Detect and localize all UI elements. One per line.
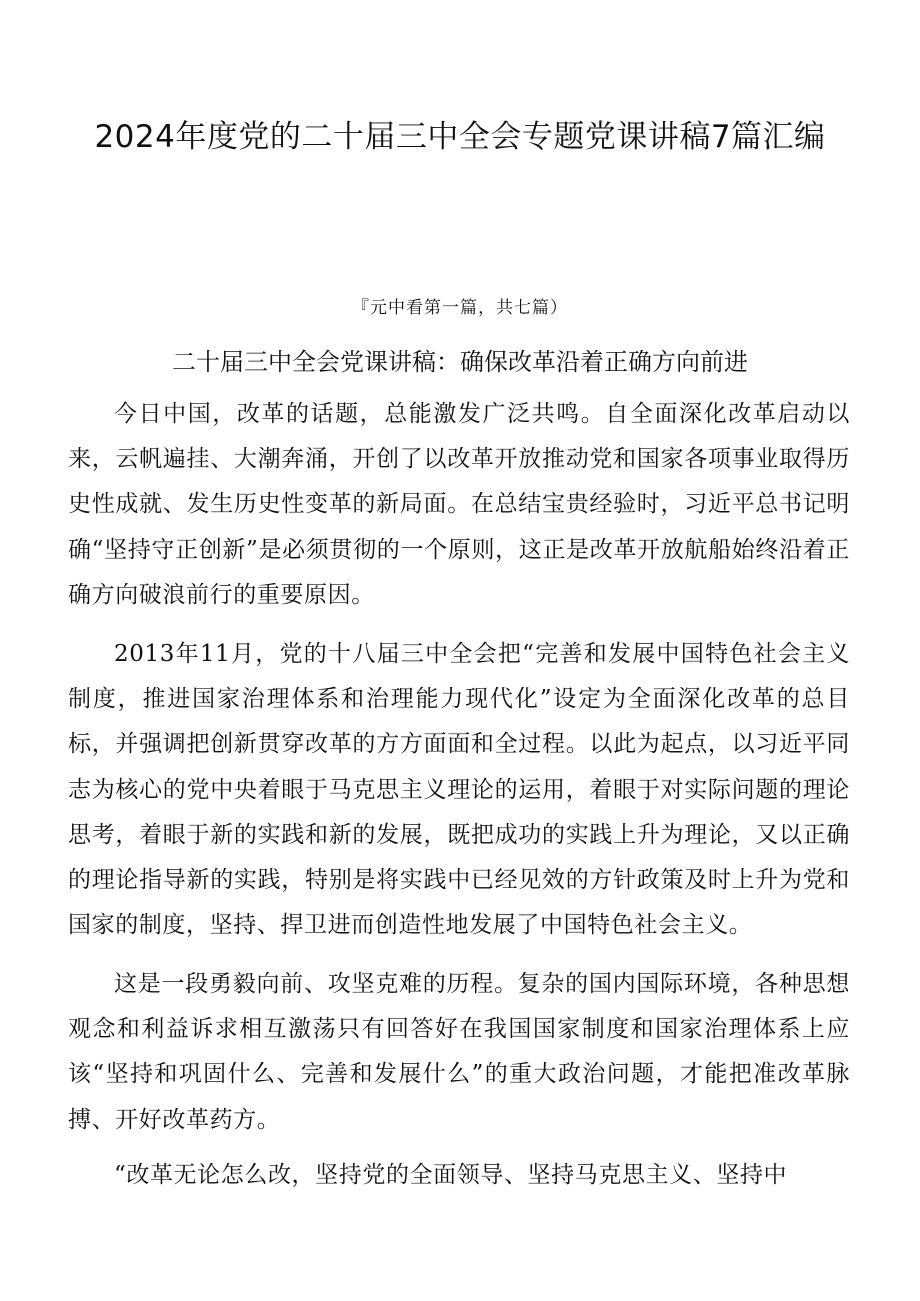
body-paragraph-1: 今日中国，改革的话题，总能激发广泛共鸣。自全面深化改革启动以来，云帆遍挂、大潮奔涌，开创了以改革开放推动党和国家各项事业取得历史性成就、发生历史性变革的新局面。在总结宝贵经验时，习近平总书记明确“坚持守正创新”是必须贯彻的一个原则，这正是改革开放航船始终沿着正确方向破浪前行的重要原因。 [68,401,850,608]
body-paragraph-3: 这是一段勇毅向前、攻坚克难的历程。复杂的国内国际环境，各种思想观念和利益诉求相互激荡只有回答好在我国国家制度和国家治理体系上应该“坚持和巩固什么、完善和发展什么”的重大政治问题，才能把准改革脉搏、开好改革药方。 [68,971,850,1133]
body-paragraph-2: 2013年11月，党的十八届三中全会把“完善和发展中国特色社会主义制度，推进国家治理体系和治理能力现代化”设定为全面深化改革的总目标，并强调把创新贯穿改革的方方面面和全过程。以此为起点，以习近平同志为核心的党中央着眼于马克思主义理论的运用，着眼于对实际问题的理论思考，着眼于新的实践和新的发展，既把成功的实践上升为理论，又以正确的理论指导新的实践，特别是将实践中已经见效的方针政策及时上升为党和国家的制度，坚持、捍卫进而创造性地发展了中国特色社会主义。 [68,641,850,939]
body-paragraph-4: “改革无论怎么改，坚持党的全面领导、坚持马克思主义、坚持中 [114,1162,788,1188]
document-title: 2024年度党的二十届三中全会专题党课讲稿7篇汇编 [94,119,826,155]
part-note: 『元中看第一篇，共七篇） [352,298,568,318]
section-title: 二十届三中全会党课讲稿：确保改革沿着正确方向前进 [172,348,748,376]
